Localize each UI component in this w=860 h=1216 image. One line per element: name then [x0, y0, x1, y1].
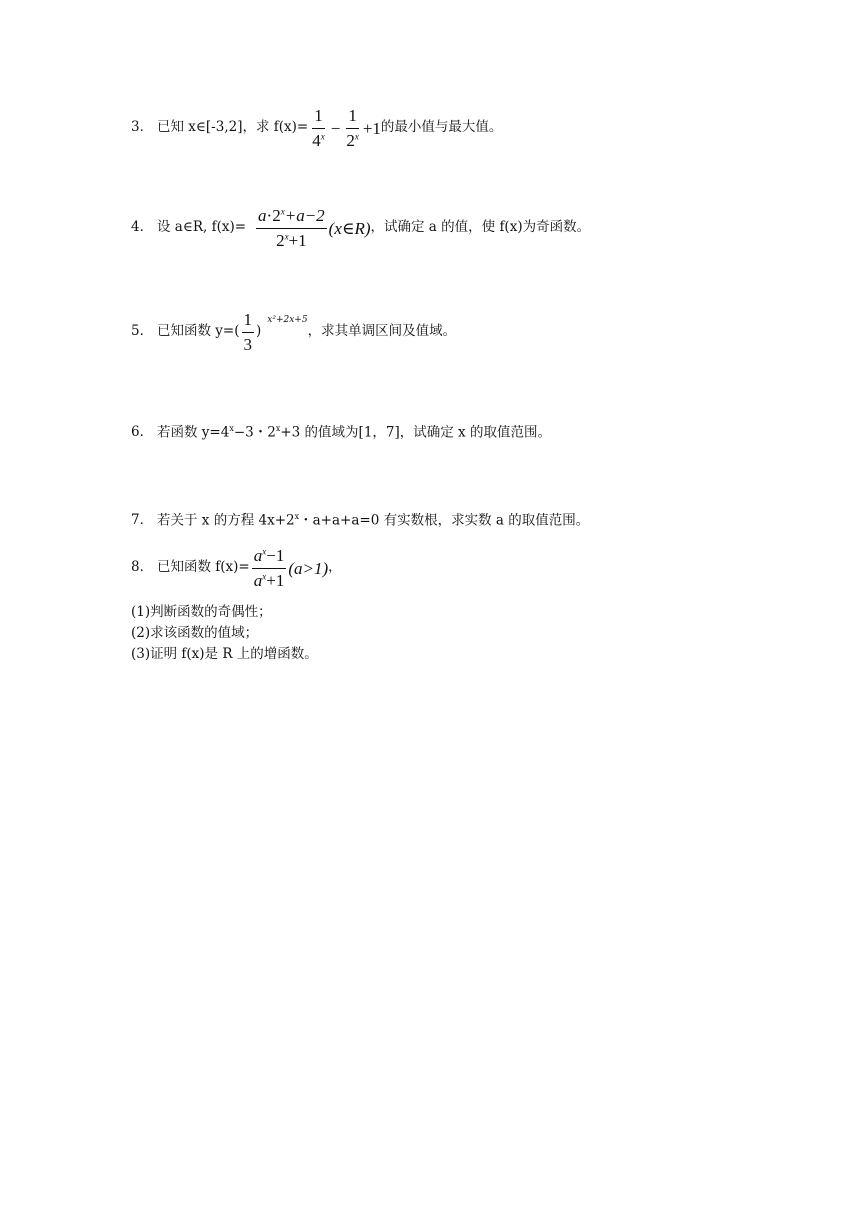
problem-number: 7．	[131, 511, 154, 528]
minus-sign: −	[330, 118, 341, 138]
fraction-denominator: 2$^x$	[346, 130, 359, 150]
problem-text: 若函数 $y=4^x-3$・$2^x+3$ 的值域为[1，7]，试确定 x 的取值范围。	[157, 424, 551, 441]
sub-item-1: (1)判断函数的奇偶性；	[131, 604, 272, 620]
plus-one: +1	[362, 118, 381, 138]
problem-text: 已知函数 y=(	[157, 323, 240, 340]
fraction-denominator: $a^x+1$	[253, 570, 285, 590]
problem-number: 8．	[131, 559, 154, 576]
exponent: x²+2x+5	[267, 314, 308, 325]
fraction	[242, 310, 255, 354]
problem-text-tail: ，求其单调区间及值域。	[307, 323, 457, 340]
problem-7	[131, 513, 589, 528]
fraction-numerator: 1	[346, 106, 359, 129]
domain-condition: (x∈R)	[328, 218, 371, 238]
fraction	[252, 546, 287, 590]
fraction	[344, 106, 361, 150]
problem-text: 已知 x∈[-3,2]，求 f(x)=	[157, 119, 309, 136]
close-paren: )	[256, 323, 262, 340]
problem-text: 设 a∈R, f(x)=	[157, 219, 247, 236]
parameter-condition: (a>1)	[288, 558, 329, 578]
fraction-numerator: $a^x-1$	[252, 546, 287, 569]
problem-text-tail: 的最小值与最大值。	[380, 119, 503, 136]
problem-text-tail: ，	[328, 559, 342, 576]
problem-text-tail: ，试确定 a 的值，使 f(x)为奇函数。	[370, 219, 591, 236]
fraction-denominator: $2^x+1$	[276, 230, 307, 250]
sub-item-2: (2)求该函数的值域；	[131, 625, 259, 641]
problem-8	[131, 546, 342, 590]
fraction	[310, 106, 327, 150]
fraction-numerator: $a\cdot 2^x+a-2$	[256, 206, 327, 229]
problem-6	[131, 425, 551, 440]
fraction-numerator: 1	[312, 106, 325, 129]
fraction	[256, 206, 327, 250]
problem-3	[131, 106, 502, 150]
problem-5	[131, 310, 456, 354]
problem-4	[131, 206, 590, 250]
problem-number: 5．	[131, 323, 154, 340]
problem-text: 已知函数 f(x)=	[157, 559, 250, 576]
sub-item-3: (3)证明 f(x)是 R 上的增函数。	[131, 646, 318, 662]
problem-number: 4．	[131, 219, 154, 236]
fraction-numerator: 1	[242, 310, 255, 333]
problem-number: 6．	[131, 423, 154, 440]
problem-number: 3．	[131, 119, 154, 136]
fraction-denominator: 4$^x$	[312, 130, 325, 150]
problem-text: 若关于 x 的方程 $4x+2^x$・a+a+a=0 有实数根，求实数 a 的取值范围。	[157, 512, 590, 529]
fraction-denominator: 3	[243, 334, 252, 354]
